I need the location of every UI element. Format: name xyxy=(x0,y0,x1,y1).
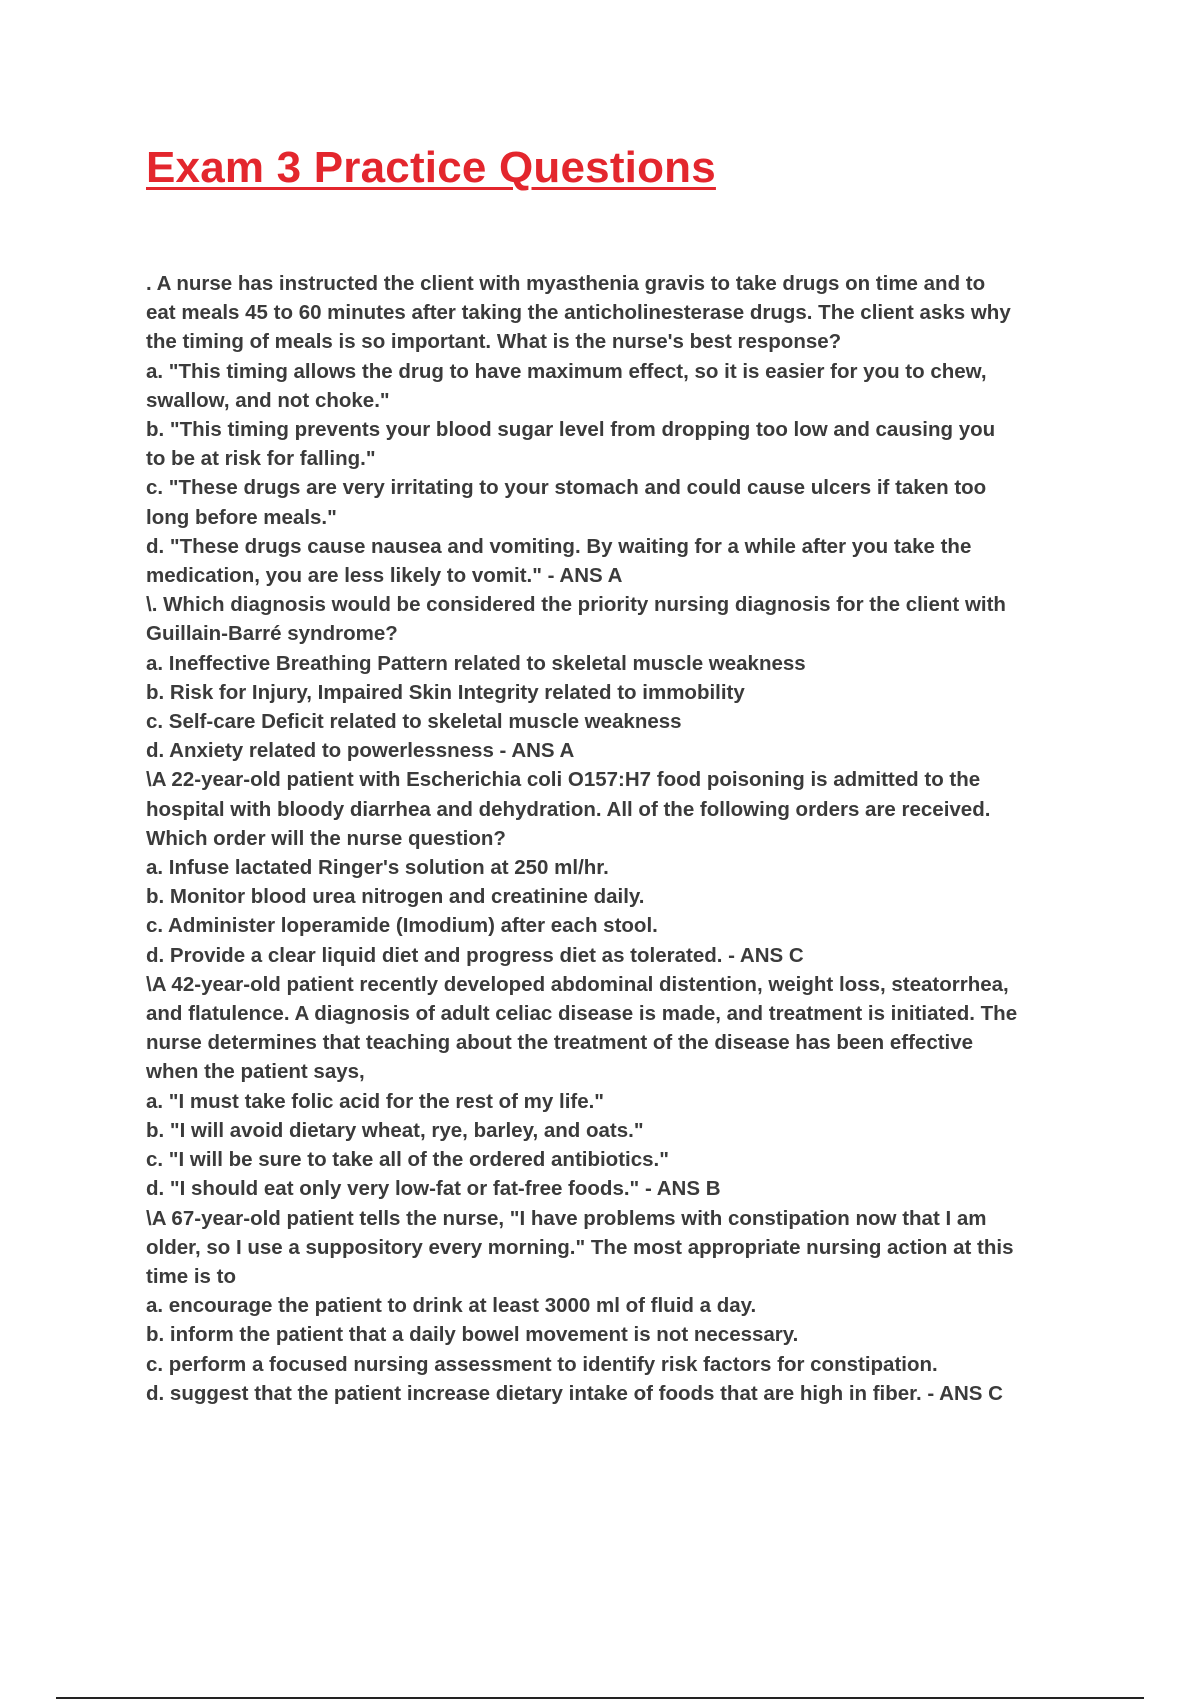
text-line: and flatulence. A diagnosis of adult celiac disease is made, and treatment is initiated. The xyxy=(146,1002,1018,1026)
text-line: \A 22-year-old patient with Escherichia coli O157:H7 food poisoning is admitted to the xyxy=(146,768,981,792)
text-line: \A 67-year-old patient tells the nurse, "I have problems with constipation now that I am xyxy=(146,1206,987,1230)
text-line: the timing of meals is so important. What is the nurse's best response? xyxy=(146,330,842,354)
text-line: eat meals 45 to 60 minutes after taking the anticholinesterase drugs. The client asks why xyxy=(146,301,1011,325)
answer-option: c. Administer loperamide (Imodium) after each stool. xyxy=(146,914,658,938)
text-line: medication, you are less likely to vomit." - ANS A xyxy=(146,564,623,588)
text-line: older, so I use a suppository every morning." The most appropriate nursing action at this xyxy=(146,1235,1014,1259)
text-line: Which order will the nurse question? xyxy=(146,826,506,850)
text-line: \. Which diagnosis would be considered the priority nursing diagnosis for the client with xyxy=(146,593,1006,617)
answer-option: c. "These drugs are very irritating to your stomach and could cause ulcers if taken too xyxy=(146,476,987,500)
text-line: hospital with bloody diarrhea and dehydration. All of the following orders are received. xyxy=(146,797,991,821)
answer-option: d. "I should eat only very low-fat or fat-free foods." - ANS B xyxy=(146,1177,721,1201)
page-title: Exam 3 Practice Questions xyxy=(146,143,716,192)
questions-body xyxy=(146,269,1096,1408)
answer-option: b. Monitor blood urea nitrogen and creatinine daily. xyxy=(146,885,645,909)
text-line: to be at risk for falling." xyxy=(146,447,376,471)
answer-option: b. "This timing prevents your blood sugar level from dropping too low and causing you xyxy=(146,418,996,442)
text-line: nurse determines that teaching about the treatment of the disease has been effective xyxy=(146,1031,974,1055)
answer-option: d. "These drugs cause nausea and vomiting. By waiting for a while after you take the xyxy=(146,534,972,558)
text-line: long before meals." xyxy=(146,505,337,529)
answer-option: d. Provide a clear liquid diet and progress diet as tolerated. - ANS C xyxy=(146,943,804,967)
answer-option: d. suggest that the patient increase dietary intake of foods that are high in fiber. - ANS C xyxy=(146,1381,1003,1405)
text-line: Guillain-Barré syndrome? xyxy=(146,622,398,646)
answer-option: b. Risk for Injury, Impaired Skin Integrity related to immobility xyxy=(146,680,745,704)
answer-option: a. Infuse lactated Ringer's solution at 250 ml/hr. xyxy=(146,856,609,880)
answer-option: a. encourage the patient to drink at least 3000 ml of fluid a day. xyxy=(146,1294,757,1318)
answer-option: a. "I must take folic acid for the rest of my life." xyxy=(146,1089,605,1113)
answer-option: d. Anxiety related to powerlessness - ANS A xyxy=(146,739,575,763)
answer-option: c. Self-care Deficit related to skeletal muscle weakness xyxy=(146,710,682,734)
answer-option: a. Ineffective Breathing Pattern related to skeletal muscle weakness xyxy=(146,651,806,675)
text-line: swallow, and not choke." xyxy=(146,388,390,412)
footer-divider xyxy=(56,1697,1144,1699)
text-line: when the patient says, xyxy=(146,1060,365,1084)
answer-option: c. "I will be sure to take all of the ordered antibiotics." xyxy=(146,1148,669,1172)
text-line: time is to xyxy=(146,1264,236,1288)
text-line: . A nurse has instructed the client with myasthenia gravis to take drugs on time and to xyxy=(146,272,986,295)
text-line: \A 42-year-old patient recently developed abdominal distention, weight loss, steatorrhea, xyxy=(146,972,1009,996)
answer-option: a. "This timing allows the drug to have maximum effect, so it is easier for you to chew, xyxy=(146,359,987,383)
answer-option: b. inform the patient that a daily bowel movement is not necessary. xyxy=(146,1323,799,1347)
answer-option: c. perform a focused nursing assessment to identify risk factors for constipation. xyxy=(146,1352,938,1376)
answer-option: b. "I will avoid dietary wheat, rye, barley, and oats." xyxy=(146,1118,644,1142)
